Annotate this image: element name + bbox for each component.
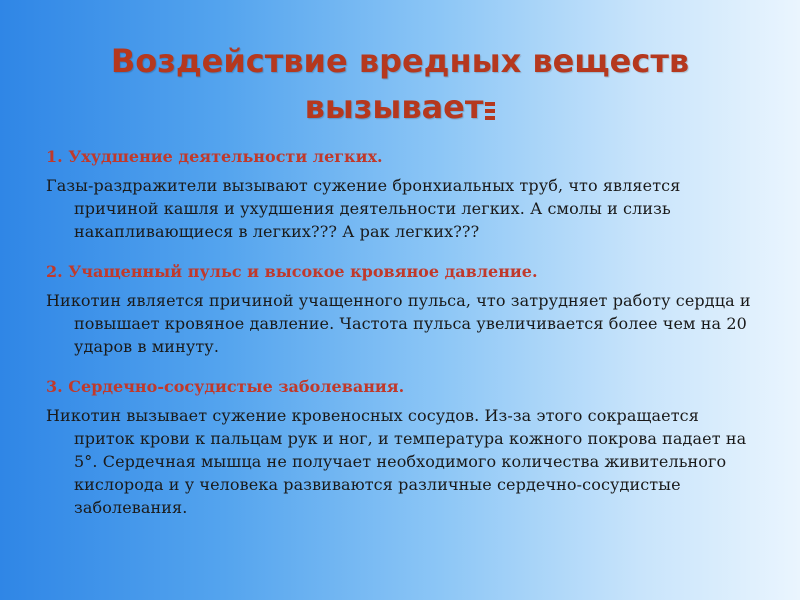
title-line-2: вызывает xyxy=(304,88,484,126)
title-line-1: Воздействие вредных веществ xyxy=(110,42,690,80)
section-text: Газы-раздражители вызывают сужение бронхиальных труб, что является причиной кашля и ухудшения деятельности легких. А смолы и слизь накапливающиеся в легких??? А рак легких??? xyxy=(46,176,681,241)
slide-content xyxy=(46,146,756,537)
colon-mark-icon xyxy=(485,102,495,120)
section-lungs xyxy=(46,146,756,243)
section-heading: 1. Ухудшение деятельности легких. xyxy=(46,147,383,166)
title-line-2-wrapper xyxy=(0,84,800,130)
slide-title xyxy=(0,38,800,130)
section-heading: 3. Сердечно-сосудистые заболевания. xyxy=(46,377,405,396)
section-text: Никотин вызывает сужение кровеносных сосудов. Из-за этого сокращается приток крови к пальцам рук и ног, и температура кожного покрова падает на 5°. Сердечная мышца не получает необходимого количества живительного кислорода и у человека развиваются различные сердечно-сосудистые заболевания. xyxy=(46,406,747,517)
section-pulse xyxy=(46,261,756,358)
section-heading: 2. Учащенный пульс и высокое кровяное давление. xyxy=(46,262,538,281)
section-cardio xyxy=(46,376,756,519)
section-text: Никотин является причиной учащенного пульса, что затрудняет работу сердца и повышает кровяное давление. Частота пульса увеличивается более чем на 20 ударов в минуту. xyxy=(46,291,751,356)
